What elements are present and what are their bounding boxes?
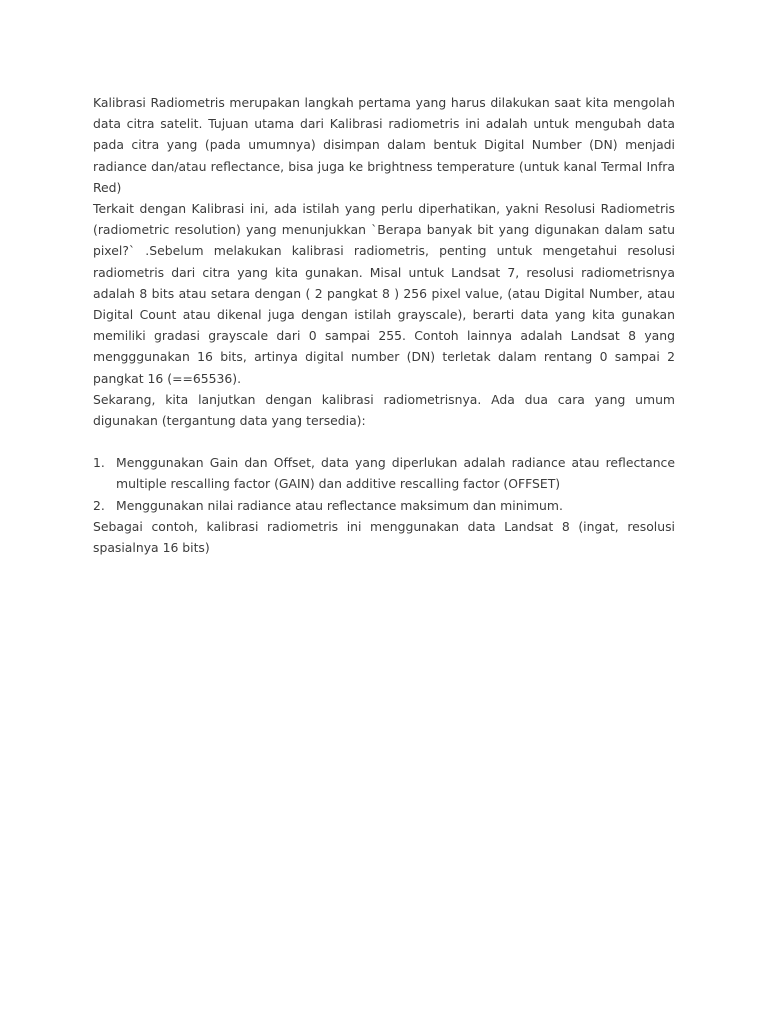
list-item-text: Menggunakan Gain dan Offset, data yang diperlukan adalah radiance atau reflectance multiple rescalling factor (GAIN) dan additive rescalling factor (OFFSET) [116,455,675,492]
method-list [93,452,675,516]
paragraph-spacer [93,431,675,452]
document-page [93,92,675,558]
list-item [93,452,675,494]
paragraph-kalibrasi-intro: Kalibrasi Radiometris merupakan langkah pertama yang harus dilakukan saat kita mengolah data citra satelit. Tujuan utama dari Kalibrasi radiometris ini adalah untuk mengubah data pada citra yang (pada umumnya) disimpan dalam bentuk Digital Number (DN) menjadi radiance dan/atau reflectance, bisa juga ke brightness temperature (untuk kanal Termal Infra Red) [93,95,675,195]
list-item-number: 1. [93,455,105,471]
list-item [93,495,675,516]
paragraph-cara-kalibrasi: Sekarang, kita lanjutkan dengan kalibrasi radiometrisnya. Ada dua cara yang umum digunakan (tergantung data yang tersedia): [93,391,675,429]
list-item-number: 2. [93,497,105,513]
paragraph-contoh-landsat: Sebagai contoh, kalibrasi radiometris ini menggunakan data Landsat 8 (ingat, resolusi spasialnya 16 bits) [93,518,675,556]
list-item-text: Menggunakan nilai radiance atau reflectance maksimum dan minimum. [116,497,563,513]
paragraph-resolusi-radiometris: Terkait dengan Kalibrasi ini, ada istilah yang perlu diperhatikan, yakni Resolusi Radiometris (radiometric resolution) yang menunjukkan `Berapa banyak bit yang digunakan dalam satu pixel?` .Sebelum melakukan kalibrasi radiometris, penting untuk mengetahui resolusi radiometris dari citra yang kita gunakan. Misal untuk Landsat 7, resolusi radiometrisnya adalah 8 bits atau setara dengan ( 2 pangkat 8 ) 256 pixel value, (atau Digital Number, atau Digital Count atau dikenal juga dengan istilah grayscale), berarti data yang kita gunakan memiliki gradasi grayscale dari 0 sampai 255. Contoh lainnya adalah Landsat 8 yang mengggunakan 16 bits, artinya digital number (DN) terletak dalam rentang 0 sampai 2 pangkat 16 (==65536). [93,201,675,386]
